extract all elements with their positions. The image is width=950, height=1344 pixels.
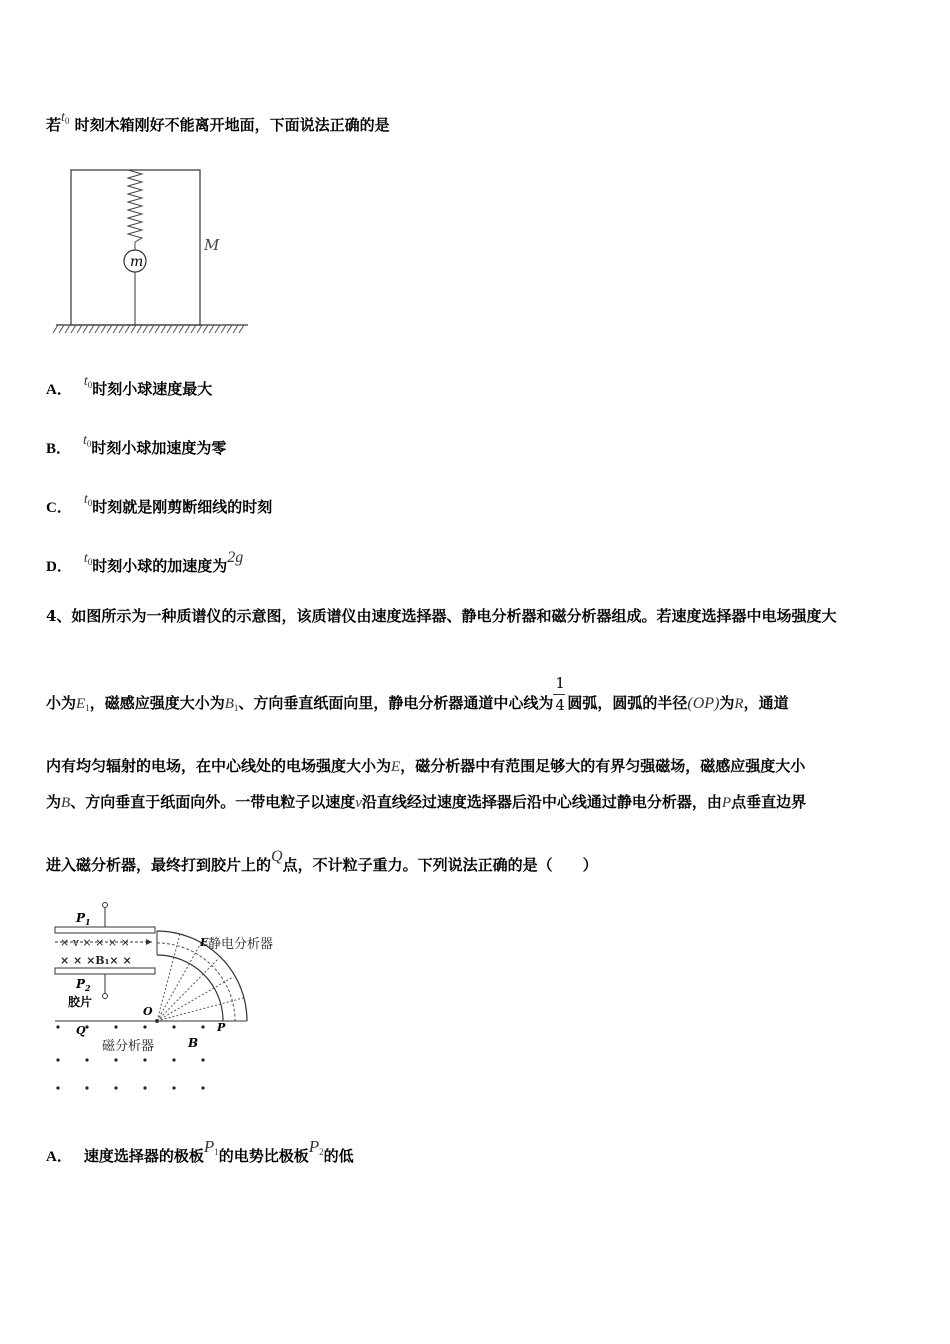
svg-text:× × ×B₁× ×: × × ×B₁× × — [60, 954, 132, 967]
q3-option-b: B．$t_0$时刻小球加速度为零 — [46, 433, 227, 457]
var-t0: $t_0$ — [83, 433, 92, 449]
svg-text:P1: $P_1$ — [76, 911, 91, 927]
svg-text:P: P — [217, 1021, 226, 1034]
svg-text:胶片: 胶片 — [68, 995, 93, 1009]
svg-text:E: E — [200, 936, 209, 949]
fraction-quarter: $\frac{1}{4}$ — [555, 674, 565, 714]
q3-figure-spring-box — [52, 165, 252, 340]
box-label: M — [204, 236, 220, 254]
svg-text:Q: Q — [76, 1024, 86, 1037]
q3-stem-prefix: 若 — [46, 116, 62, 134]
q4-line-3: 内有均匀辐射的电场，在中心线处的电场强度大小为E，磁分析器中有范围足够大的有界匀强磁场，磁感应强度大小 — [46, 757, 806, 775]
q3-stem — [46, 110, 390, 135]
q3-stem-text: 时刻木箱刚好不能离开地面，下面说法正确的是 — [74, 116, 390, 134]
var-t0: $t_0$ — [83, 374, 93, 390]
q4-line-4: 为B、方向垂直于纸面向外。一带电粒子以速度v沿直线经过速度选择器后沿中心线通过静电分析器，由P点垂直边界 — [46, 793, 807, 811]
svg-text:O: O — [143, 1005, 153, 1018]
q4-figure-mass-spectrometer — [50, 900, 300, 1100]
svg-text:磁分析器: 磁分析器 — [102, 1039, 155, 1054]
q3-option-d: D．$t_0$时刻小球的加速度为2g — [46, 549, 244, 575]
svg-text:静电分析器: 静电分析器 — [208, 937, 274, 952]
svg-text:× v × × × ×: × v × × × × — [60, 936, 130, 949]
q4-line-2: 小为$E_1$，磁感应强度大小为$B_1$、方向垂直纸面向里，静电分析器通道中心线为 $\frac{1}{4}$ 圆弧，圆弧的半径(OP)为R，通道 — [46, 674, 789, 714]
mass-label: m — [130, 254, 144, 270]
q4-line-5: 进入磁分析器，最终打到胶片上的Q点，不计粒子重力。下列说法正确的是（ ） — [46, 848, 598, 874]
q4-option-a: A． 速度选择器的极板P1的电势比极板P2的低 — [46, 1137, 354, 1165]
svg-text:P2: $P_2$ — [76, 977, 91, 993]
var-2g: 2g — [227, 549, 244, 566]
q3-option-a: A．$t_0$时刻小球速度最大 — [46, 374, 213, 398]
var-t0: $t_0$ — [83, 551, 93, 567]
var-t0: $t_0$ — [83, 492, 93, 508]
svg-text:B: B — [188, 1036, 199, 1050]
q4-line-1: 4、如图所示为一种质谱仪的示意图，该质谱仪由速度选择器、静电分析器和磁分析器组成。若速度选择器中电场强度大 — [46, 607, 837, 625]
q3-option-c: C．$t_0$时刻就是刚剪断细线的时刻 — [46, 492, 273, 516]
var-t0: $t_0$ — [61, 110, 70, 126]
